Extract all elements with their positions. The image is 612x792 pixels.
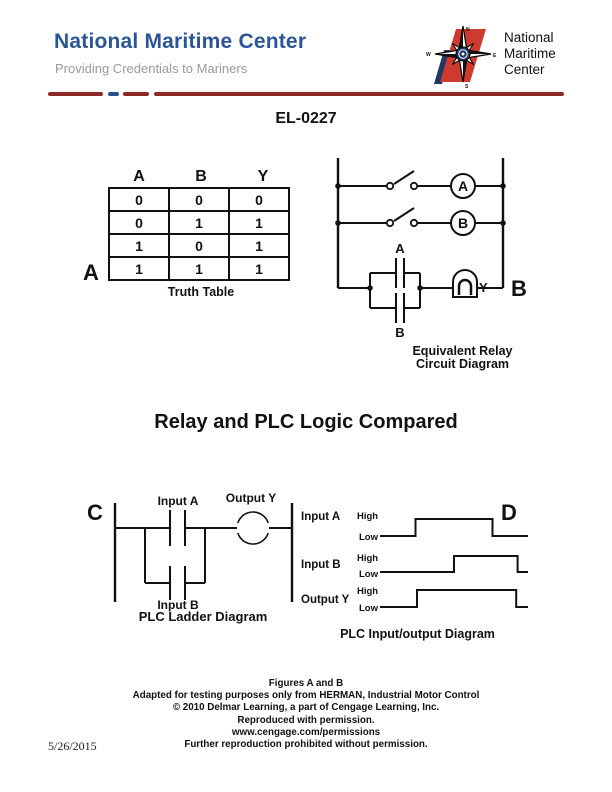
high-label: High [357,586,379,597]
contact-b-label: B [395,325,405,340]
contact-input-b [170,566,185,600]
figure-a-label: A [83,260,99,285]
cell: 0 [229,188,289,211]
footer-line: Figures A and B [268,678,344,689]
cell: 0 [169,188,229,211]
divider-segment-blue [108,92,119,96]
junction-dot [335,220,341,226]
cell: 1 [229,257,289,280]
switch-a-contact [387,183,393,189]
column-header-a: A [133,168,145,185]
compass-hub-dot [462,53,465,56]
input-a-label: Input A [157,494,199,508]
column-header-b: B [195,168,207,185]
page-title: Relay and PLC Logic Compared [154,411,458,433]
cell: 0 [109,211,169,234]
cell: 1 [229,211,289,234]
divider-segment [48,92,103,96]
figure-b-caption [375,345,550,370]
output-bell-inner [459,280,471,295]
footer-line: www.cengage.com/permissions [231,726,381,738]
compass-letter-w: W [426,52,431,58]
contact-b-plates [396,293,404,323]
switch-a-contact [411,183,417,189]
divider-segment [154,92,564,96]
coil-a-label: A [457,178,469,194]
rung-coil-a [335,171,506,198]
truth-table [108,187,290,281]
contact-a-label: A [395,241,405,256]
contact-a-plates [396,258,404,288]
output-y-label: Output Y [225,491,277,505]
figure-d-label: D [501,500,517,525]
junction-dot [335,183,341,189]
figure-b-label: B [511,276,527,301]
switch-b-blade [394,208,414,221]
table-row [109,188,289,211]
caption-line: Circuit Diagram [415,356,510,371]
junction-dot [500,183,506,189]
output-bell [453,270,477,297]
truth-table-column-headers [108,168,294,186]
logo-word-3: Center [504,62,545,77]
footer-line: Reproduced with permission. [237,714,375,726]
figure-d-caption: PLC Input/output Diagram [340,627,495,641]
table-row [109,257,289,280]
output-y-label: Y [479,280,488,295]
parallel-branch [145,528,205,583]
low-label: Low [359,532,378,543]
cell: 0 [169,234,229,257]
table-row [109,234,289,257]
rung-output [338,241,503,340]
switch-b-contact [387,220,393,226]
low-label: Low [359,569,378,580]
caption-line: Equivalent Relay [412,344,513,358]
footer-line: © 2010 Delmar Learning, a part of Cengage Learning, Inc. [172,702,440,714]
plc-ladder-diagram [85,490,310,615]
cell: 0 [109,188,169,211]
cell: 1 [109,234,169,257]
contact-input-a [170,510,185,546]
divider-segment [123,92,149,96]
logo-word-2: Maritime [504,46,556,61]
rung-coil-b [335,208,506,235]
compass-rose-icon [426,26,497,90]
high-label: High [357,511,379,522]
figure-c-label: C [87,500,103,525]
timing-row-label: Output Y [301,594,350,606]
high-label: High [357,553,379,564]
timing-row-label: Input B [301,559,341,571]
print-date: 5/26/2015 [48,739,97,753]
output-coil-arc [238,533,268,544]
coil-b-label: B [457,215,469,231]
input-b-label: Input B [157,598,199,612]
cell: 1 [169,257,229,280]
plc-io-timing-diagram [295,490,535,625]
figure-c-caption: PLC Ladder Diagram [138,609,268,624]
nmc-logo [424,24,584,90]
output-coil-arc [238,512,268,523]
footer-line: Further reproduction prohibited without permission. [184,739,428,751]
switch-b-contact [411,220,417,226]
column-header-y: Y [257,168,269,185]
junction-dot [500,220,506,226]
waveform-output-y [380,590,528,607]
footer-line: Adapted for testing purposes only from HERMAN, Industrial Motor Control [132,690,480,702]
header-divider [48,92,564,97]
org-name: National Maritime Center [54,30,307,53]
truth-table-caption: Truth Table [167,285,235,299]
table-row [109,211,289,234]
logo-wordmark [504,30,556,77]
cell: 1 [169,211,229,234]
cell: 1 [229,234,289,257]
waveform-input-b [380,556,528,572]
low-label: Low [359,603,378,614]
logo-word-1: National [504,30,554,45]
document-code: EL-0227 [275,110,337,127]
compass-letter-s: S [465,84,469,90]
switch-a-blade [394,171,414,184]
compass-letter-e: E [493,53,497,59]
compass-letter-n: N [466,27,470,33]
org-tagline: Providing Credentials to Mariners [55,61,248,76]
timing-row-label: Input A [301,511,341,523]
cell: 1 [109,257,169,280]
